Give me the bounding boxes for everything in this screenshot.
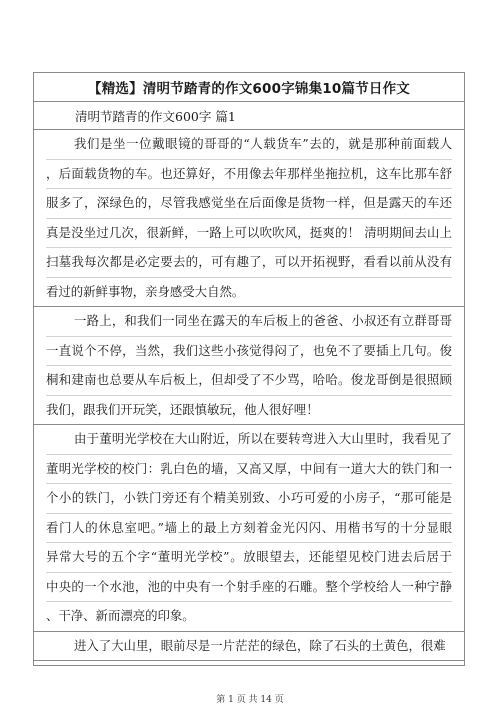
paragraph-line: 中央的一个水池，池的中央有一个射手座的石雕。整个学校给人一种宁静 xyxy=(46,573,452,603)
paragraph-line: 个小的铁门，小铁门旁还有个精美别致、小巧可爱的小房子，“那可能是 xyxy=(46,484,452,514)
paragraph-line: 一直说个不停，当然，我们这些小孩觉得闷了，也免不了要插上几句。俊 xyxy=(46,337,452,367)
paragraph-line: 服多了，深绿色的，尽管我感觉坐在后面像是货物一样，但是露天的车还 xyxy=(46,189,452,219)
paragraph xyxy=(34,425,464,632)
paragraph xyxy=(34,632,464,662)
paragraph-line: 异常大号的五个字“董明光学校”。放眼望去，还能望见校门进去后居于 xyxy=(46,543,452,573)
section-heading: 清明节踏青的作文600字 篇1 xyxy=(34,102,464,130)
paragraph-line: 看过的新鲜事物，亲身感受大自然。 xyxy=(46,283,245,299)
paragraph-line: 看门人的休息室吧。”墙上的最上方刻着金光闪闪、用楷书写的十分显眼 xyxy=(46,514,452,544)
paragraph-line: 由于董明光学校在大山附近，所以在要转弯进入大山里时，我看见了 xyxy=(46,425,452,455)
page-footer: 第 1 页 共 14 页 xyxy=(216,695,284,705)
paragraph-line: 我们，跟我们开玩笑，还跟慎敏玩，他人很好哩！ xyxy=(46,401,319,417)
document-table xyxy=(33,72,465,666)
paragraph-line: 进入了大山里，眼前尽是一片茫茫的绿色，除了石头的土黄色，很难 xyxy=(74,637,446,653)
document-body xyxy=(34,130,464,661)
paragraph-line: 扫墓我每次都是必定要去的，可有趣了，可以开拓视野，看看以前从没有 xyxy=(46,248,452,278)
paragraph-line: 我们是坐一位戴眼镜的哥哥的“人载货车”去的，就是那种前面载人 xyxy=(46,130,452,160)
document-title: 【精选】清明节踏青的作文600字锦集10篇节日作文 xyxy=(34,73,464,102)
paragraph-line: 真是没坐过几次，很新鲜，一路上可以吹吹风，挺爽的！ 清明期间去山上 xyxy=(46,219,452,249)
paragraph-line: ，后面载货物的车。也还算好，不用像去年那样坐拖拉机，这车比那车舒 xyxy=(46,160,452,190)
paragraph-line: 一路上，和我们一同坐在露天的车后板上的爸爸、小叔还有立群哥哥 xyxy=(46,307,452,337)
paragraph-line: 、干净、新而漂亮的印象。 xyxy=(46,608,195,623)
paragraph xyxy=(34,130,464,307)
paragraph xyxy=(34,307,464,425)
paragraph-line: 董明光学校的校门：乳白色的墙，又高又厚，中间有一道大大的铁门和一 xyxy=(46,455,452,485)
paragraph-line: 桐和建南也总要从车后板上，但却受了不少骂，哈哈。俊龙哥倒是很照顾 xyxy=(46,366,452,396)
